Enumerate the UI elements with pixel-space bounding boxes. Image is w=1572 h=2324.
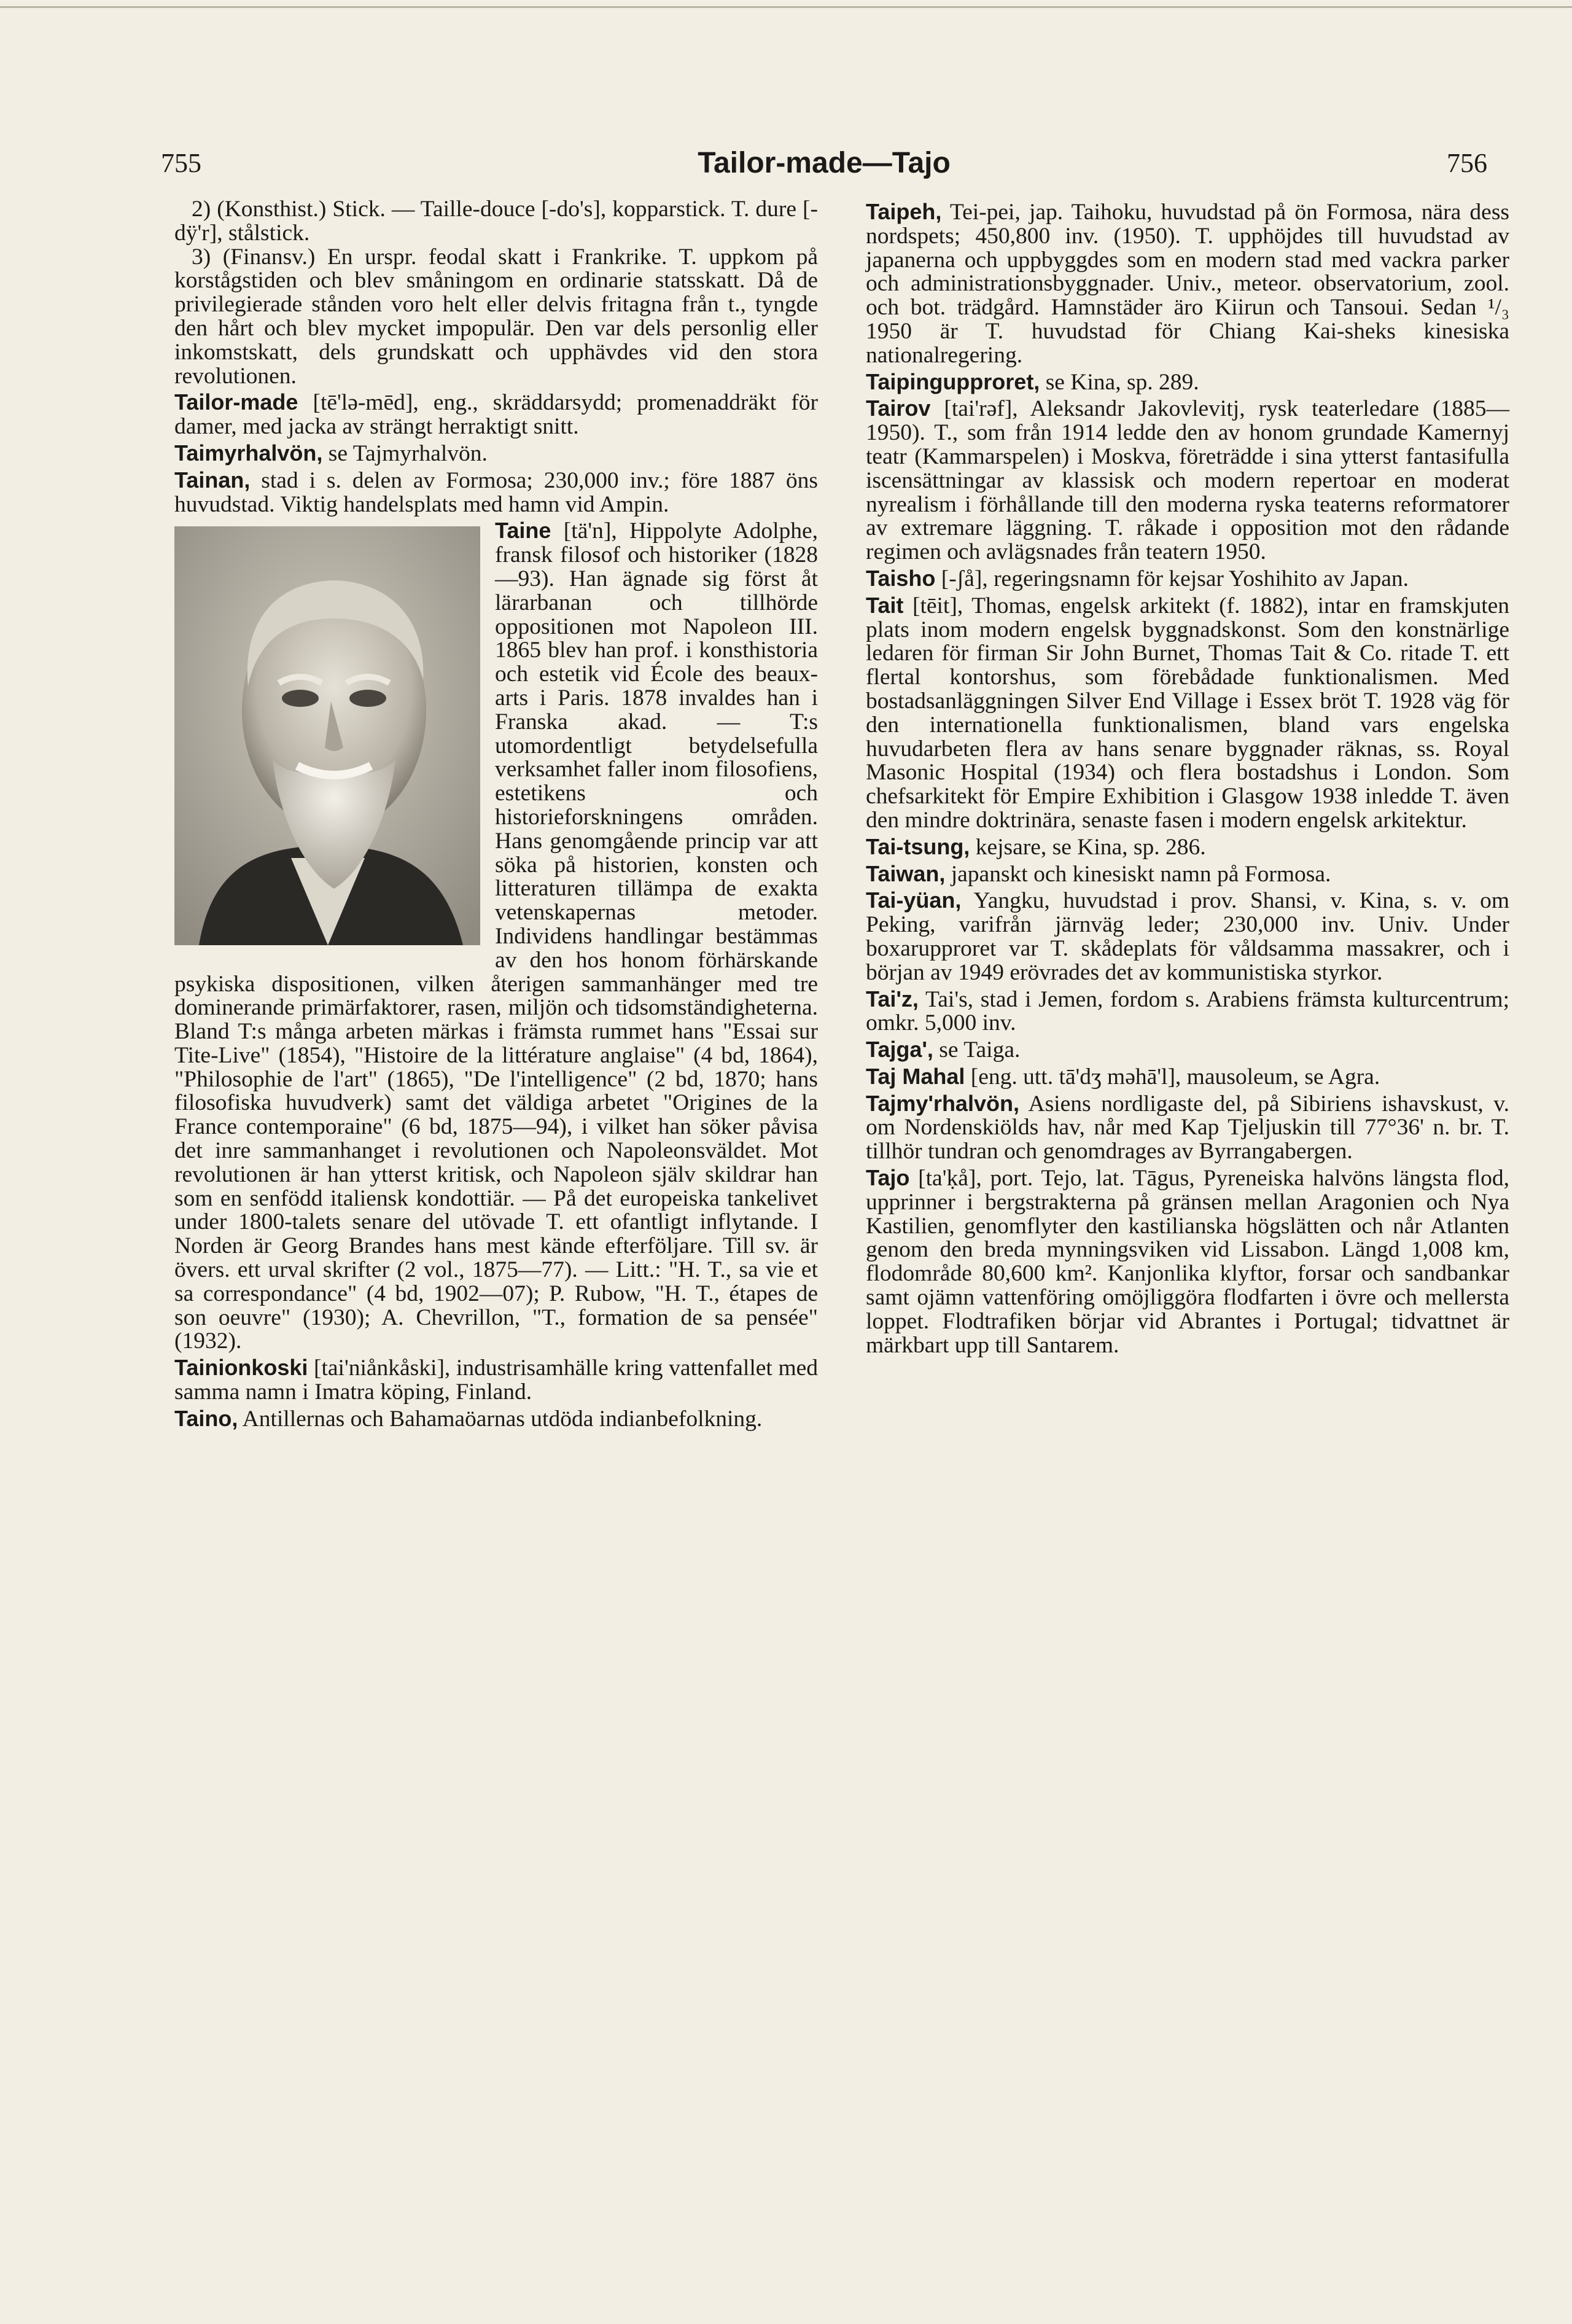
page-number-right: 756	[1447, 148, 1487, 178]
entry-tainan	[174, 469, 818, 517]
entry-taj-mahal	[866, 1065, 1509, 1090]
entry-tairov	[866, 397, 1509, 564]
scan-edge-line	[0, 6, 1572, 8]
entry-text: stad i s. delen av Formosa; 230,000 inv.; före 1887 öns huvudstad. Viktig handelsplats med hamn vid Ampin.	[174, 467, 818, 517]
headword: Tai'z,	[866, 986, 919, 1012]
headword: Taine	[495, 518, 551, 544]
entry-tainionkoski	[174, 1356, 818, 1405]
entry-taiwan	[866, 862, 1509, 887]
entry-text: japanskt och kinesiskt namn på Formosa.	[951, 861, 1331, 887]
headword: Taipingupproret,	[866, 368, 1040, 394]
entry-text: [tai'rəf], Aleksandr Jakovlevitj, rysk teaterledare (1885—1950). T., som från 1914 ledde den av honom grundade Kamernyj teatr (Kammarspelen) i Moskva, företrädde i sina ytterst fantasifulla iscensättningar av klassisk och modern repertoar en moderat nyrealism i förhållande till den moderna ryska teaterns reformatorer av extremare läggning. T. råkade i opposition mot den rådande regimen och avlägsnades från teatern 1950.	[866, 396, 1510, 565]
entry-text: [-ʃå], regeringsnamn för kejsar Yoshihito av Japan.	[941, 566, 1409, 591]
portrait-image	[174, 526, 480, 945]
headword: Tajga',	[866, 1037, 933, 1063]
entry-tai-yuan	[866, 889, 1509, 985]
entry-tai-tsung	[866, 835, 1509, 860]
headword: Tajo	[866, 1165, 910, 1191]
entry-text: [tai'niånkåski], industrisamhälle kring vattenfallet med samma namn i Imatra köping, Finland.	[174, 1355, 819, 1405]
entry-text: Tai's, stad i Jemen, fordom s. Arabiens främsta kulturcentrum; omkr. 5,000 inv.	[866, 986, 1510, 1036]
right-column	[866, 198, 1509, 2163]
entry-text: se Kina, sp. 289.	[1045, 369, 1199, 395]
headword: Tait	[866, 592, 904, 618]
entry-taipeh	[866, 200, 1509, 368]
entry-text: [ta'ḳå], port. Tejo, lat. Tāgus, Pyreneiska halvöns längsta flod, upprinner i bergstrakterna på gränsen mellan Aragonien och Nya Kastilien, genomflyter den kastilianska högslätten och når Atlanten genom den breda mynningsviken vid Lissabon. Längd 1,008 km, flodområde 80,600 km². Kanjonlika klyftor, forsar och sandbankar samt ojämn vattenföring omöjliggöra flodfarten i övre och mellersta loppet. Flodtrafiken börjar vid Abrantes i Portugal; tidvattnet är märkbart upp till Santarem.	[866, 1166, 1509, 1358]
entry-text: [tē'lə-mēd], eng., skräddarsydd; promenaddräkt för damer, med jacka av strängt herraktigt snitt.	[174, 390, 818, 440]
entry-text: [tēit], Thomas, engelsk arkitekt (f. 1882), intar en framskjuten plats inom modern engelsk byggnadskonst. Som den konstnärlige ledaren för firman Sir John Burnet, Thomas Tait & Co. ritade T. ett flertal kontorshus, som förebådade funktionalismen. Med bostadsanläggningen Silver End Village i Essex bröt T. 1928 väg för den internationella funktionalismen, bland vars engelska huvudarbeten flera av hans senare byggnader räknas, ss. Royal Masonic Hospital (1934) och flera bostadshus i London. Som chefsarkitekt för Empire Exhibition i Glasgow 1938 inledde T. även den mindre doktrinära, senaste fasen i modern engelsk arkitektur.	[866, 593, 1510, 833]
entry-text: kejsare, se Kina, sp. 286.	[975, 834, 1206, 860]
entry-text: Antillernas och Bahamaöarnas utdöda indianbefolkning.	[242, 1406, 763, 1432]
headword: Tailor-made	[174, 389, 298, 415]
page-header	[161, 147, 1487, 184]
headword: Tainionkoski	[174, 1355, 308, 1381]
headword: Taisho	[866, 565, 936, 591]
taille-sense-2: 2) (Konsthist.) Stick. — Taille-douce [-do's], kopparstick. T. dure [-dÿ'r], stålstick.	[174, 197, 818, 246]
entry-text: se Taiga.	[939, 1037, 1021, 1063]
entry-taisho	[866, 567, 1509, 591]
headword: Tai-tsung,	[866, 833, 970, 859]
entry-tait	[866, 594, 1509, 833]
page-title: Tailor-made—Tajo	[698, 147, 951, 179]
entry-text: [eng. utt. tā'dʒ məhā'l], mausoleum, se Agra.	[970, 1064, 1380, 1090]
headword: Taino,	[174, 1405, 238, 1431]
entry-taimyrhalvon	[174, 442, 818, 466]
entry-text: se Tajmyrhalvön.	[328, 440, 488, 466]
headword: Taipeh,	[866, 199, 942, 224]
left-column	[174, 198, 818, 2163]
headword: Tai-yüan,	[866, 887, 962, 913]
entry-tajga	[866, 1038, 1509, 1063]
headword: Tairov	[866, 396, 931, 421]
entry-taipingupproret	[866, 370, 1509, 395]
page-number-left: 755	[161, 148, 201, 178]
entry-taino	[174, 1407, 818, 1432]
entry-taine	[174, 519, 818, 1354]
entry-text: Tei-pei, jap. Taihoku, huvudstad på ön Formosa, nära dess nordspets; 450,800 inv. (1950). T. upphöjdes till huvudstad av japanerna och uppbyggdes som en modern stad med vackra parker och administrationsbyggnader. Univ., meteor. observatorium, zool. och bot. trädgård. Hamnstäder äro Kiirun och Tansoui. Sedan ¹/₃ 1950 är T. huvudstad för Chiang Kai-sheks kinesiska nationalregering.	[866, 200, 1509, 368]
headword: Taimyrhalvön,	[174, 440, 323, 466]
headword: Tajmy'rhalvön,	[866, 1090, 1019, 1116]
headword: Taiwan,	[866, 860, 946, 886]
entry-text: Yangku, huvudstad i prov. Shansi, v. Kina, s. v. om Peking, varifrån järnväg leder; 230,000 inv. Univ. Under boxarupproret var T. skådeplats för våldsamma massakrer, och i början av 1949 erövrades det av kommunistiska styrkor.	[866, 888, 1509, 985]
headword: Tainan,	[174, 467, 251, 493]
headword: Taj Mahal	[866, 1063, 965, 1089]
portrait-photo-taine	[174, 526, 480, 945]
entry-tajo	[866, 1166, 1509, 1357]
entry-taiz	[866, 988, 1509, 1036]
entry-tailor-made	[174, 391, 818, 439]
entry-text: [tä'n], Hippolyte Adolphe, fransk filosof och historiker (1828—93). Han ägnade sig först åt lärarbanan och tillhörde oppositionen mot Napoleon III. 1865 blev han prof. i konsthistoria och estetik vid École des beaux-arts i Paris. 1878 invaldes han i Franska akad. — T:s utomordentligt betydelsefulla verksamhet faller inom filosofiens, estetikens och historieforskningens områden. Hans genomgående princip var att söka på historien, konsten och litteraturen tillämpa de exakta vetenskapernas metoder. Individens handlingar bestämmas av den hos honom förhärskande psykiska dispositionen, vilken återigen sammanhänger med tre dominerande primärfaktorer, rasen, miljön och tidsomständigheterna. Bland T:s många arbeten märkas i främsta rummet hans "Essai sur Tite-Live" (1854), "Histoire de la littérature anglaise" (4 bd, 1864), "Philosophie de l'art" (1865), "De l'intelligence" (2 bd, 1870; hans filosofiska huvudverk) samt det väldiga arbetet "Origines de la France contemporaine" (6 bd, 1875—94), i vilket han söker påvisa det inre sammanhanget i revolutionen och Napoleonsväldet. Mot revolutionen är han ytterst kritisk, och Napoleon själv skildrar han som en senfödd italiensk kondottiär. — På det europeiska tankelivet under 1800-talets senare del utövade T. ett ofantligt inflytande. I Norden är Georg Brandes hans mest kände efterföljare. Till sv. är övers. ett urval skrifter (2 vol., 1875—77). — Litt.: "H. T., sa vie et sa correspondance" (4 bd, 1902—07); P. Rubow, "H. T., étapes de son oeuvre" (1930); A. Chevrillon, "T., formation de sa pensée" (1932).	[174, 518, 819, 1354]
taille-sense-3: 3) (Finansv.) En urspr. feodal skatt i Frankrike. T. uppkom på korstågstiden och blev småningom en ordinarie statsskatt. Då de privilegierade stånden voro helt eller delvis fritagna från t., tyngde den hårt och blev mycket impopulär. Den var dels personlig eller inkomstskatt, dels grundskatt och upphävdes vid den stora revolutionen.	[174, 244, 818, 389]
entry-tajmyrhalvon	[866, 1092, 1509, 1164]
entry-text: Asiens nordligaste del, på Sibiriens ishavskust, v. om Nordenskiölds hav, når med Kap Tjeljuskin till 77°36' n. br. T. tillhör tundran och genomdrages av Byrrangabergen.	[866, 1091, 1509, 1164]
